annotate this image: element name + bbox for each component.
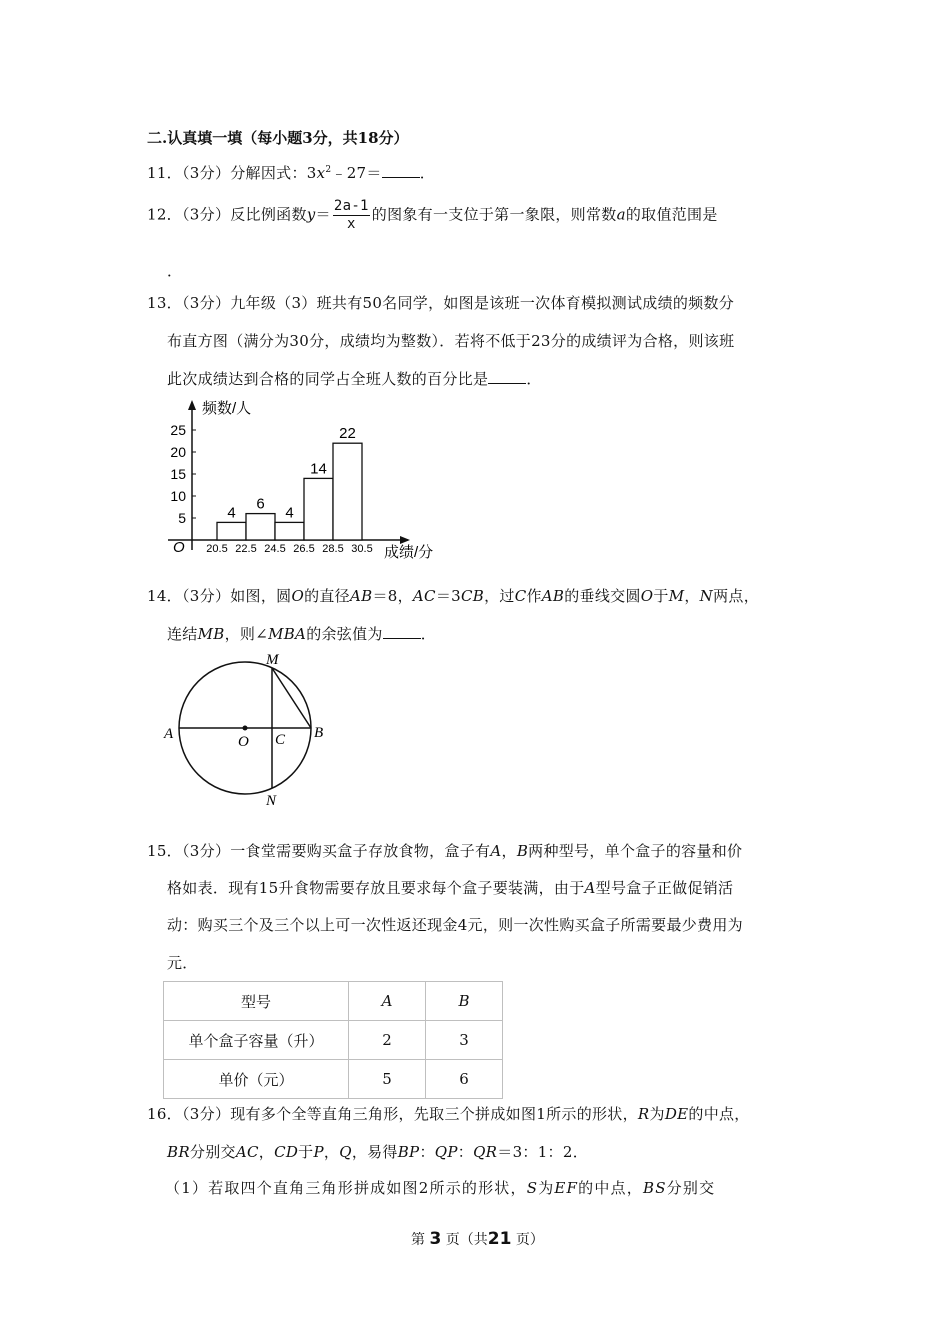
q13-line3 bbox=[167, 368, 542, 389]
q14-t1: 如图，圆 bbox=[230, 587, 292, 605]
q15-score: （3分） bbox=[182, 842, 231, 860]
q16-l2f: ： bbox=[419, 1143, 435, 1161]
q11-var: x bbox=[316, 164, 326, 182]
q16-p1a: （1）若取四个直角三角形拼成如图2所示的形状， bbox=[165, 1179, 527, 1197]
q16-BS: BS bbox=[642, 1179, 667, 1197]
table-header-cell: 型号 bbox=[164, 982, 349, 1021]
x-tick-label: 28.5 bbox=[322, 543, 344, 555]
q14-C: C bbox=[514, 587, 527, 605]
label-A: A bbox=[164, 726, 174, 742]
q16-l2d: ， bbox=[323, 1143, 340, 1161]
question-16 bbox=[147, 1103, 750, 1124]
q14-l2a: 连结 bbox=[167, 625, 198, 643]
table-cell: 单价（元） bbox=[164, 1060, 349, 1099]
q15-line4: 元． bbox=[167, 954, 198, 972]
q13-line2: 布直方图（满分为30分，成绩均为整数）．若将不低于23分的成绩评为合格，则该班 bbox=[167, 332, 735, 350]
q14-O2: O bbox=[640, 587, 654, 605]
origin-label: O bbox=[173, 539, 185, 556]
q15-l2a: 格如表．现有15升食物需要存放且要求每个盒子要装满，由于 bbox=[167, 879, 585, 897]
table-cell: 单个盒子容量（升） bbox=[164, 1021, 349, 1060]
q15-l2b: 型号盒子正做促销活 bbox=[595, 879, 734, 897]
x-axis-label: 成绩/分 bbox=[384, 544, 434, 561]
q15-l1a: 一食堂需要购买盒子存放食物，盒子有 bbox=[230, 842, 491, 860]
x-tick-label: 22.5 bbox=[235, 543, 257, 555]
q15-number: 15． bbox=[147, 842, 182, 860]
q12-end: ． bbox=[167, 262, 183, 280]
segment-MB bbox=[272, 668, 311, 728]
x-tick-label: 20.5 bbox=[206, 543, 228, 555]
q14-number: 14． bbox=[147, 587, 182, 605]
q14-t9: ， bbox=[684, 587, 700, 605]
q15-l1c: 两种型号，单个盒子的容量和价 bbox=[528, 842, 743, 860]
question-15 bbox=[147, 840, 742, 861]
y-tick-label: 10 bbox=[170, 488, 186, 504]
x-axis-arrow bbox=[400, 536, 410, 544]
footer-mid: 页（共 bbox=[445, 1232, 488, 1248]
q11-text: 分解因式：3 bbox=[230, 164, 317, 182]
q16-p1d: 分别交 bbox=[666, 1179, 716, 1197]
histogram-bar bbox=[217, 522, 246, 540]
q12-eq: ＝ bbox=[315, 205, 331, 224]
section-title: 二.认真填一填（每小题3分，共18分） bbox=[147, 129, 409, 147]
q14-t3: ＝8， bbox=[372, 587, 413, 605]
q15-A: A bbox=[490, 842, 502, 860]
q15-line2 bbox=[167, 877, 733, 898]
q11-number: 11． bbox=[147, 164, 182, 182]
table-row bbox=[164, 982, 503, 1021]
q14-AB: AB bbox=[349, 587, 373, 605]
q12-number: 12． bbox=[147, 205, 182, 224]
table-cell: 3 bbox=[426, 1021, 503, 1060]
q16-l2g: ： bbox=[457, 1143, 474, 1161]
q15-A2: A bbox=[584, 879, 596, 897]
histogram-bar bbox=[333, 443, 362, 540]
q16-number: 16． bbox=[147, 1105, 182, 1123]
q16-p1b: 为 bbox=[538, 1179, 555, 1197]
q14-t8: 于 bbox=[653, 587, 669, 605]
q14-t10: 两点， bbox=[713, 587, 760, 605]
y-axis-arrow bbox=[188, 400, 196, 410]
table-header-cell: B bbox=[426, 982, 503, 1021]
q12-score: （3分） bbox=[182, 205, 231, 224]
q12-text-c: 的取值范围是 bbox=[625, 205, 718, 224]
q15-B: B bbox=[516, 842, 529, 860]
q11-end: ． bbox=[419, 164, 436, 182]
table-header-cell: A bbox=[349, 982, 426, 1021]
bar-value-label: 4 bbox=[227, 504, 236, 522]
q14-MBA: MBA bbox=[268, 625, 307, 643]
q16-l2h: ＝3：1：2． bbox=[497, 1143, 588, 1161]
q16-part1 bbox=[165, 1177, 715, 1198]
q16-l2e: ，易得 bbox=[351, 1143, 398, 1161]
q14-l2b: ，则∠ bbox=[224, 625, 269, 643]
q14-end: ． bbox=[420, 625, 437, 643]
histogram-chart bbox=[160, 395, 460, 565]
q11-score: （3分） bbox=[182, 164, 231, 182]
q14-t5: ，过 bbox=[484, 587, 515, 605]
y-tick-label: 5 bbox=[178, 510, 186, 526]
q14-line2 bbox=[167, 623, 436, 644]
q12-text-b: 的图象有一支位于第一象限，则常数 bbox=[371, 205, 617, 224]
table-cell: 2 bbox=[349, 1021, 426, 1060]
question-11 bbox=[147, 162, 435, 183]
y-axis-label: 频数/人 bbox=[202, 400, 252, 417]
q16-score: （3分） bbox=[182, 1105, 231, 1123]
q15-l1b: ， bbox=[501, 842, 517, 860]
q14-t7: 的垂线交圆 bbox=[564, 587, 641, 605]
bar-value-label: 4 bbox=[285, 504, 294, 522]
q14-score: （3分） bbox=[182, 587, 231, 605]
page-total: 21 bbox=[487, 1229, 512, 1249]
page-footer bbox=[411, 1229, 544, 1249]
answer-blank[interactable] bbox=[382, 165, 420, 178]
question-12 bbox=[147, 198, 718, 233]
q16-l2a: 分别交 bbox=[189, 1143, 236, 1161]
label-C: C bbox=[275, 732, 286, 748]
q11-text-b: ﹣27＝ bbox=[331, 164, 382, 182]
bar-value-label: 6 bbox=[256, 495, 265, 513]
box-table bbox=[163, 981, 503, 1099]
question-14 bbox=[147, 585, 759, 606]
histogram-bar bbox=[246, 514, 275, 540]
q16-l2b: ， bbox=[258, 1143, 275, 1161]
bar-value-label: 22 bbox=[339, 425, 356, 443]
q16-BP: BP bbox=[397, 1143, 420, 1161]
q16-Q: Q bbox=[339, 1143, 352, 1161]
q15-line3: 动：购买三个及三个以上可一次性返还现金4元，则一次性购买盒子所需要最少费用为 bbox=[167, 916, 743, 934]
q16-p1c: 的中点， bbox=[578, 1179, 643, 1197]
q14-AC: AC bbox=[412, 587, 436, 605]
x-tick-label: 30.5 bbox=[351, 543, 373, 555]
histogram-bar bbox=[275, 522, 304, 540]
y-tick-label: 20 bbox=[170, 444, 186, 460]
q14-CB: CB bbox=[460, 587, 485, 605]
q13-line1: 九年级（3）班共有50名同学，如图是该班一次体育模拟测试成绩的频数分 bbox=[230, 294, 735, 312]
q16-line2 bbox=[167, 1141, 588, 1162]
q14-N: N bbox=[699, 587, 714, 605]
x-tick-label: 24.5 bbox=[264, 543, 286, 555]
label-B: B bbox=[314, 725, 324, 741]
q14-t4: ＝3 bbox=[435, 587, 461, 605]
q14-AB2: AB bbox=[541, 587, 565, 605]
q12-fraction bbox=[333, 198, 370, 233]
table-cell: 6 bbox=[426, 1060, 503, 1099]
q13-line3-text: 此次成绩达到合格的同学占全班人数的百分比是 bbox=[167, 370, 489, 388]
table-cell: 5 bbox=[349, 1060, 426, 1099]
circle-figure bbox=[160, 648, 340, 813]
center-dot bbox=[243, 726, 248, 731]
answer-blank[interactable] bbox=[383, 626, 421, 639]
y-tick-label: 15 bbox=[170, 466, 186, 482]
q13-end: ． bbox=[526, 370, 542, 388]
q16-R: R bbox=[637, 1105, 650, 1123]
q12-denominator: x bbox=[346, 216, 356, 232]
q16-QR: QR bbox=[473, 1143, 498, 1161]
q16-l1c: 的中点， bbox=[688, 1105, 750, 1123]
bar-value-label: 14 bbox=[310, 460, 327, 478]
q16-EF: EF bbox=[554, 1179, 579, 1197]
q14-t6: 作 bbox=[526, 587, 542, 605]
histogram-bar bbox=[304, 478, 333, 540]
q13-score: （3分） bbox=[182, 294, 231, 312]
q14-l2c: 的余弦值为 bbox=[306, 625, 383, 643]
q16-QP: QP bbox=[434, 1143, 458, 1161]
answer-blank[interactable] bbox=[488, 371, 526, 384]
page-number: 3 bbox=[429, 1229, 442, 1249]
q16-CD: CD bbox=[274, 1143, 299, 1161]
y-tick-label: 25 bbox=[170, 422, 186, 438]
q16-l1b: 为 bbox=[649, 1105, 665, 1123]
q16-l1a: 现有多个全等直角三角形，先取三个拼成如图1所示的形状， bbox=[230, 1105, 638, 1123]
q16-DE: DE bbox=[664, 1105, 689, 1123]
q16-AC: AC bbox=[235, 1143, 259, 1161]
q14-MB: MB bbox=[197, 625, 225, 643]
q13-number: 13． bbox=[147, 294, 182, 312]
table-row bbox=[164, 1021, 503, 1060]
q12-var-a: a bbox=[616, 205, 626, 224]
q14-M: M bbox=[668, 587, 685, 605]
q16-S: S bbox=[526, 1179, 539, 1197]
q12-var-y: y bbox=[306, 205, 316, 224]
q12-numerator: 2a-1 bbox=[333, 198, 369, 214]
table-row bbox=[164, 1060, 503, 1099]
footer-pre: 第 bbox=[411, 1232, 425, 1248]
q16-BR: BR bbox=[167, 1143, 190, 1161]
question-13 bbox=[147, 292, 734, 313]
q14-O: O bbox=[291, 587, 305, 605]
footer-post: 页） bbox=[515, 1232, 544, 1248]
x-tick-label: 26.5 bbox=[293, 543, 315, 555]
q12-text: 反比例函数 bbox=[230, 205, 307, 224]
label-N: N bbox=[266, 793, 277, 809]
q16-l2c: 于 bbox=[298, 1143, 314, 1161]
q14-t2: 的直径 bbox=[304, 587, 350, 605]
q11-exponent: 2 bbox=[325, 165, 332, 175]
label-M: M bbox=[266, 652, 279, 668]
q16-P: P bbox=[313, 1143, 324, 1161]
label-O: O bbox=[238, 734, 249, 750]
